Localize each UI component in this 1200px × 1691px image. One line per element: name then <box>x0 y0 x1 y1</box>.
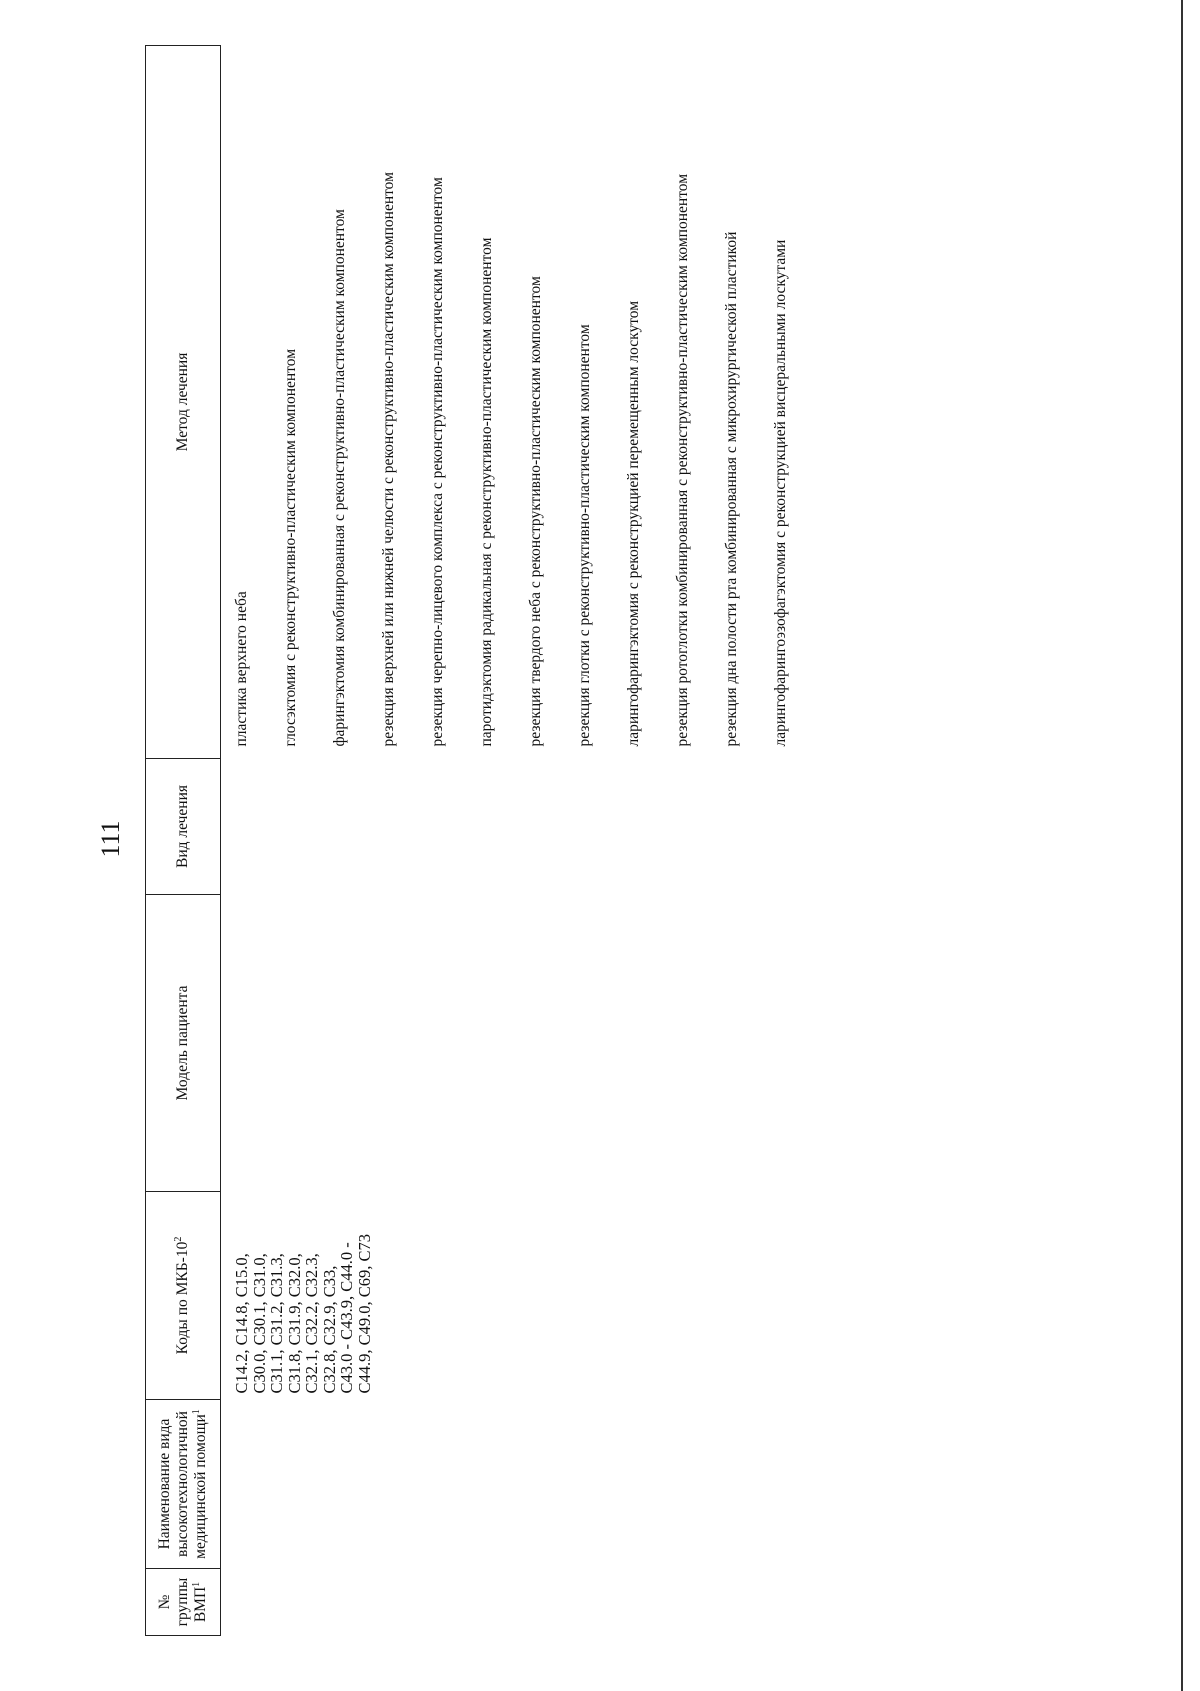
method-item: паротидэктомия радикальная с реконструктивно-пластическим компонентом <box>478 237 495 747</box>
table-header-row <box>146 46 221 1636</box>
codes-line: C31.8, C31.9, C32.0, <box>284 1253 304 1394</box>
codes-line: C31.1, C31.2, C31.3, <box>267 1253 286 1394</box>
method-item: глосэктомия с реконструктивно-пластическим компонентом <box>282 348 299 747</box>
method-item: резекция черепно-лицевого комплекса с реконструктивно-пластическим компонентом <box>429 177 446 747</box>
method-item: фарингэктомия комбинированная с реконструктивно-пластическим компонентом <box>331 209 348 747</box>
method-item: резекция дна полости рта комбинированная с микрохирургической пластикой <box>723 231 740 747</box>
cell-kind <box>221 759 821 895</box>
cell-model <box>221 895 821 1192</box>
method-item: ларингофарингоэзофагэктомия с реконструкцией висцеральными лоскутами <box>772 239 789 747</box>
cell-name <box>221 1400 821 1569</box>
method-list <box>221 46 790 759</box>
vmp-table <box>145 45 820 1636</box>
cell-method <box>221 46 821 759</box>
page-number: 111 <box>96 820 125 858</box>
header-group-no: № группы ВМП$^1$ <box>146 1569 221 1636</box>
header-method: Метод лечения <box>146 46 221 759</box>
method-item: резекция глотки с реконструктивно-пластическим компонентом <box>576 324 593 747</box>
codes-line: C43.0 - C43.9, C44.0 - <box>337 1242 356 1394</box>
codes-line: C32.8, C32.9, C33, <box>319 1265 339 1394</box>
method-item: резекция ротоглотки комбинированная с реконструктивно-пластическим компонентом <box>674 173 691 747</box>
codes-line: C44.9, C49.0, C69, C73 <box>354 1233 374 1394</box>
method-item: ларингофарингэктомия с реконструкцией перемещенным лоскутом <box>625 300 642 747</box>
codes-line: C30.0, C30.1, C31.0, <box>249 1253 269 1394</box>
cell-codes <box>221 1192 821 1400</box>
table-row <box>221 46 821 1636</box>
header-model: Модель пациента <box>146 895 221 1192</box>
codes-line: C32.1, C32.2, C32.3, <box>302 1253 321 1394</box>
method-item: резекция твердого неба с реконструктивно-пластическим компонентом <box>527 276 544 747</box>
header-codes: Коды по МКБ-$10^2$ <box>146 1192 221 1400</box>
header-name: Наименование вида высокотехнологичной медицинской помощи$^1$ <box>146 1400 221 1569</box>
codes-line: C14.2, C14.8, C15.0, <box>232 1253 251 1394</box>
codes-list <box>221 1192 373 1400</box>
method-item: резекция верхней или нижней челюсти с реконструктивно-пластическим компонентом <box>380 172 397 747</box>
cell-group-no <box>221 1569 821 1636</box>
method-item: пластика верхнего неба <box>233 591 250 747</box>
header-kind: Вид лечения <box>146 759 221 895</box>
